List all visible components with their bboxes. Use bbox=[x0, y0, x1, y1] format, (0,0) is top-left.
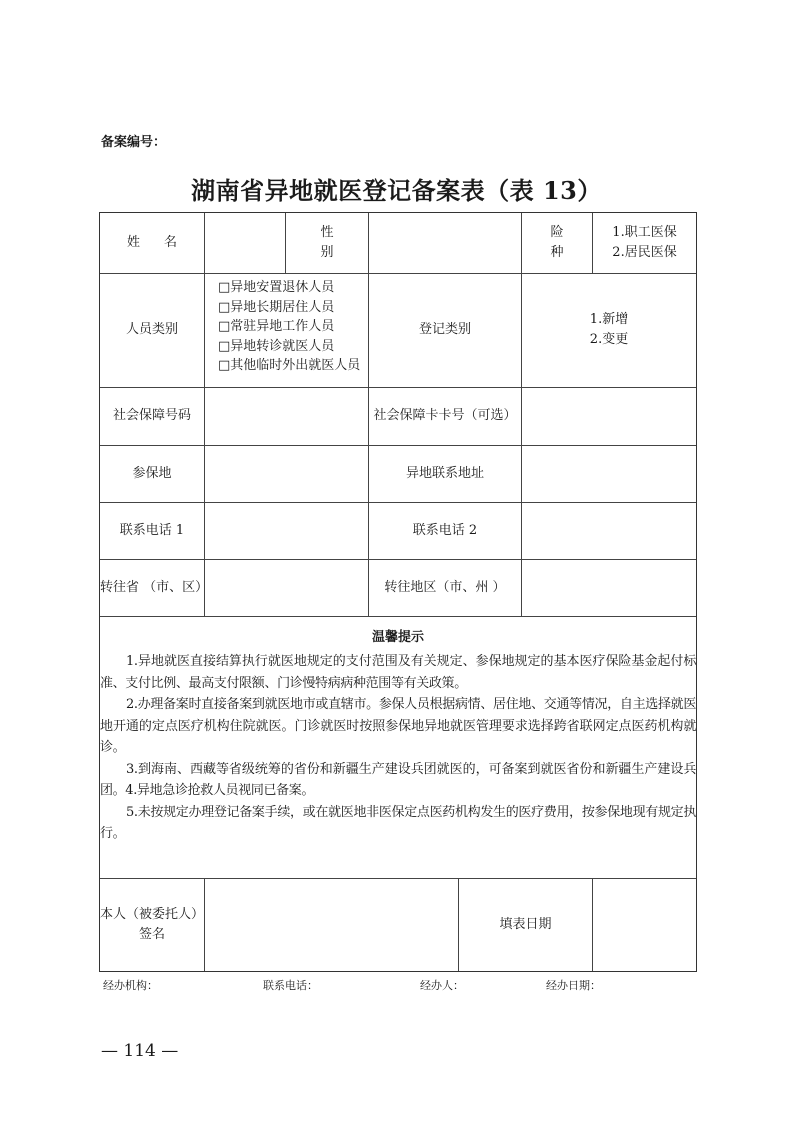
remote-address-label: 异地联系地址 bbox=[405, 465, 484, 481]
social-security-number-label: 社会保障号码 bbox=[112, 408, 191, 423]
phone2-label: 联系电话 2 bbox=[412, 522, 478, 538]
social-security-card-label: 社会保障卡卡号（可选） bbox=[373, 408, 517, 423]
fill-date-label: 填表日期 bbox=[499, 916, 552, 932]
transfer-region-input-cell[interactable] bbox=[522, 559, 696, 616]
notice-paragraph: 1.异地就医直接结算执行就医地规定的支付范围及有关规定、参保地规定的基本医疗保险基金起付标 准、支付比例、最高支付限额、门诊慢特病病种范围等有关政策。 bbox=[100, 654, 696, 691]
signature-input-cell[interactable] bbox=[205, 878, 458, 971]
person-category-option-1[interactable]: □异地安置退休人员 bbox=[218, 280, 335, 295]
gender-label: 性别 bbox=[320, 225, 358, 260]
social-security-number-label-cell bbox=[100, 387, 204, 445]
registration-option-2[interactable]: 2.变更 bbox=[589, 332, 629, 347]
notice-paragraph: 5.未按规定办理登记备案手续，或在就医地非医保定点医药机构发生的医疗费用，按参保地现有规定执行。 bbox=[100, 804, 696, 841]
person-category-option-4[interactable]: □异地转诊就医人员 bbox=[218, 338, 335, 354]
name-label: 姓名 bbox=[126, 235, 201, 250]
remote-address-input-cell[interactable] bbox=[522, 445, 696, 502]
name-label-cell bbox=[100, 213, 204, 273]
row-divider bbox=[100, 616, 696, 617]
social-security-card-input-cell[interactable] bbox=[522, 387, 696, 445]
registration-type-label: 登记类别 bbox=[418, 322, 471, 337]
fill-date-input-cell[interactable] bbox=[593, 878, 696, 971]
footer-phone-label: 联系电话： bbox=[263, 979, 318, 992]
page-title: 湖南省异地就医登记备案表（表 13） bbox=[191, 176, 602, 205]
insured-place-label-cell bbox=[100, 445, 204, 502]
record-number-label: 备案编号： bbox=[101, 135, 167, 150]
col-divider bbox=[204, 273, 205, 387]
transfer-region-label: 转往地区（市、州 ） bbox=[384, 579, 506, 595]
notice-title: 温馨提示 bbox=[371, 630, 424, 645]
fill-date-label-cell bbox=[459, 878, 592, 971]
transfer-province-label-cell bbox=[100, 559, 212, 616]
notice-body bbox=[100, 651, 696, 845]
signature-label-cell bbox=[100, 878, 204, 971]
insured-place-label: 参保地 bbox=[132, 465, 172, 481]
person-category-label: 人员类别 bbox=[125, 322, 178, 337]
registration-option-1[interactable]: 1.新增 bbox=[589, 312, 629, 327]
insurance-type-label-cell bbox=[522, 213, 592, 273]
registration-type-label-cell bbox=[369, 273, 521, 387]
transfer-region-label-cell bbox=[369, 559, 521, 616]
social-security-number-input-cell[interactable] bbox=[205, 387, 368, 445]
signature-label-line1: 本人（被委托人） bbox=[100, 906, 205, 922]
phone1-input-cell[interactable] bbox=[205, 502, 368, 559]
gender-label-cell bbox=[286, 213, 368, 273]
signature-label-line2: 签名 bbox=[138, 926, 165, 942]
phone1-label-cell bbox=[100, 502, 204, 559]
gender-input-cell[interactable] bbox=[369, 213, 521, 273]
notice-paragraph: 3.到海南、西藏等省级统筹的省份和新疆生产建设兵团就医的，可备案到就医省份和新疆生产建设兵团。4.异地急诊抢救人员视同已备案。 bbox=[100, 761, 696, 798]
transfer-province-label: 转往省 （市、区） bbox=[100, 579, 209, 595]
person-category-label-cell bbox=[100, 273, 204, 387]
insurance-option-1[interactable]: 1.职工医保 bbox=[612, 225, 677, 240]
person-category-checklist bbox=[218, 278, 360, 376]
remote-address-label-cell bbox=[369, 445, 521, 502]
registration-options-cell[interactable] bbox=[522, 273, 696, 387]
name-input-cell[interactable] bbox=[205, 213, 285, 273]
notice-paragraph: 2.办理备案时直接备案到就医地市或直辖市。参保人员根据病情、居住地、交通等情况，自主选择就医地开通的定点医疗机构住院就医。门诊就医时按照参保地异地就医管理要求选择跨省联网定点医药机构就诊。 bbox=[100, 697, 696, 755]
insurance-option-2[interactable]: 2.居民医保 bbox=[612, 245, 677, 260]
person-category-option-5[interactable]: □其他临时外出就医人员 bbox=[218, 358, 361, 373]
registration-form-table bbox=[99, 212, 697, 972]
phone2-input-cell[interactable] bbox=[522, 502, 696, 559]
phone1-label: 联系电话 1 bbox=[119, 522, 185, 538]
handler-label: 经办人： bbox=[420, 979, 464, 992]
person-category-option-2[interactable]: □异地长期居住人员 bbox=[218, 299, 335, 315]
agency-label: 经办机构： bbox=[103, 979, 158, 992]
phone2-label-cell bbox=[369, 502, 521, 559]
insured-place-input-cell[interactable] bbox=[205, 445, 368, 502]
insurance-options-cell[interactable] bbox=[593, 213, 696, 273]
person-category-option-3[interactable]: □常驻异地工作人员 bbox=[218, 319, 335, 334]
insurance-type-label: 险种 bbox=[550, 225, 588, 260]
page-number: — 114 — bbox=[101, 1041, 179, 1061]
social-security-card-label-cell bbox=[369, 387, 521, 445]
handle-date-label: 经办日期： bbox=[546, 979, 601, 992]
